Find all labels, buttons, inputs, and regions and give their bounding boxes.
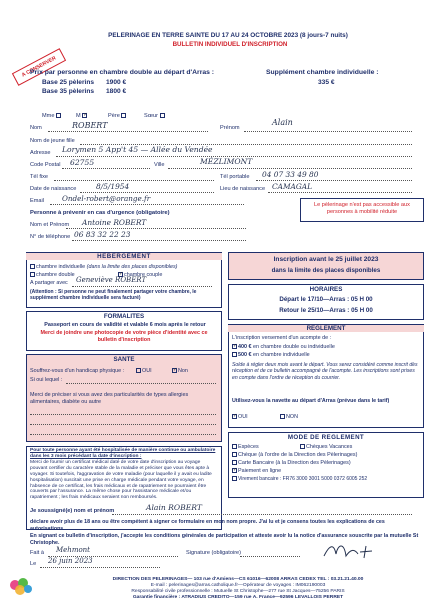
mode-especes[interactable]: Espèces <box>232 444 259 451</box>
footer-email: E-mail : pelerinages@arras.catholique.fr—Opérateur de voyages : IM062190003 <box>150 583 326 588</box>
formalites-id-copy: Merci de joindre une photocopie de votre pièce d'identité avec ce bulletin d'inscription <box>40 330 208 343</box>
mode-cheque[interactable]: Chèque (à l'ordre de la Direction des Pèlerinages) <box>232 452 357 459</box>
horaires-retour: Retour le 25/10—Arras : 05 H 00 <box>279 307 373 314</box>
adresse-label: Adresse <box>30 150 51 156</box>
page-title: PELERINAGE EN TERRE SAINTE DU 17 AU 24 OCTOBRE 2023 (8 jours-7 nuits) <box>108 32 348 39</box>
cp-field[interactable]: 62755 <box>70 158 95 167</box>
sante-title: SANTE <box>113 356 135 363</box>
mode-cheques-vacances[interactable]: Chèques Vacances <box>300 444 352 451</box>
adresse-field[interactable]: Lorymen 5 App't 45 — Allée du Vendée <box>62 145 213 154</box>
reglement-title: REGLEMENT <box>228 325 424 332</box>
handicap-oui-checkbox[interactable] <box>136 368 141 373</box>
acompte-400[interactable]: ✓400 € en chambre double ou individuelle <box>232 344 335 351</box>
ville-line <box>168 168 412 169</box>
soeur-checkbox[interactable] <box>160 113 165 118</box>
date-line <box>40 567 160 568</box>
cp-line <box>62 168 150 169</box>
portable-field[interactable]: 04 07 33 49 80 <box>262 170 319 179</box>
footer-address: DIRECTION DES PELERINAGES— 103 rue d'Amiens—CS 61016—62008 ARRAS CEDEX TEL : 03.21.21.40.00 <box>112 577 364 582</box>
regime-line-1 <box>30 414 216 415</box>
horaires-depart: Départ le 17/10—Arras : 05 H 00 <box>279 296 373 303</box>
inscription-deadline: Inscription avant le 25 juillet 2023 <box>273 256 379 263</box>
reglement-intro: L'inscription versement d'un acompte de : <box>232 335 332 341</box>
nom-field[interactable]: ROBERT <box>72 121 108 130</box>
opt-double-room[interactable]: chambre double <box>30 272 75 279</box>
email-label: Email <box>30 198 44 204</box>
diocese-logo-icon <box>6 576 36 598</box>
price-label-35: Base 35 pèlerins <box>42 88 95 95</box>
declaration-conditions: En signant ce bulletin d'inscription, j'accepte les conditions générales de participation et atteste avoir lu la notice d'assurance souscrite par la mutuelle St Christophe. <box>30 533 419 546</box>
conditions-intro: Pour toute personne ayant été hospitalisée de manière continue ou ambulatoire dans les 3 mois précédant la date d'inscription : <box>30 448 216 460</box>
civility-soeur[interactable]: Sœur <box>144 113 166 119</box>
footer-guarantee: Garantie financière : ATRADIUS CREDITO—159 rue A. France—92596 LEVALLOIS PERRET <box>132 595 344 600</box>
formalites-passport: Passeport en cours de validité et valable 6 mois après le retour <box>44 322 206 328</box>
handicap-lequel: Si oui lequel : <box>30 377 63 383</box>
price-value-25: 1900 € <box>106 79 127 86</box>
signature-line <box>240 556 300 557</box>
navette-non[interactable]: NON <box>280 414 298 421</box>
urgence-tel-field[interactable]: 06 83 32 22 23 <box>74 230 131 239</box>
nom-label: Nom <box>30 125 42 131</box>
mode-carte[interactable]: Carte Bancaire (à la Direction des Pèlerinages) <box>232 460 351 467</box>
cheques-vacances-checkbox[interactable] <box>300 444 305 449</box>
single-supplement-heading: Supplément chambre individuelle : <box>266 69 379 76</box>
lieu-field[interactable]: CAMAGAL <box>272 182 313 191</box>
urgence-label: Personne à prévenir en cas d'urgence (obligatoire) <box>30 210 170 216</box>
soussigne-line <box>112 514 412 515</box>
partager-line <box>72 286 212 287</box>
email-field[interactable]: Ondel-robert@orange.fr <box>62 194 151 203</box>
portable-label: Tél portable <box>220 174 250 180</box>
single-supplement-value: 335 € <box>318 79 335 86</box>
urgence-tel-label: N° de téléphone <box>30 234 71 240</box>
portable-line <box>256 180 412 181</box>
virement-checkbox[interactable] <box>232 476 237 481</box>
partager-field[interactable]: Geneviève ROBERT <box>76 276 147 284</box>
page-subtitle: BULLETIN INDIVIDUEL D'INSCRIPTION <box>172 41 288 48</box>
nom-line <box>48 131 208 132</box>
regime-question: Merci de préciser si vous avez des particularités de types allergies alimentaires, diabète ou autre <box>30 392 189 405</box>
urgence-nom-field[interactable]: Antoine ROBERT <box>82 218 147 227</box>
ville-field[interactable]: MÉZLIMONT <box>200 157 253 166</box>
handicap-non[interactable]: ✓ Non <box>172 368 188 375</box>
tel-line <box>54 180 214 181</box>
acompte-500-checkbox[interactable] <box>232 352 237 357</box>
regime-line-2 <box>30 424 216 425</box>
mode-en-ligne[interactable]: ✓Paiement en ligne <box>232 468 281 475</box>
carte-checkbox[interactable] <box>232 460 237 465</box>
fait-label: Fait à <box>30 550 44 556</box>
handicap-non-checkbox[interactable] <box>172 368 177 373</box>
urgence-nom-label: Nom et Prénom <box>30 222 70 228</box>
cp-label: Code Postal <box>30 162 61 168</box>
regime-line-3 <box>30 434 216 435</box>
ville-label: Ville <box>154 162 165 168</box>
inscription-limit: dans la limite des places disponibles <box>271 267 381 274</box>
price-value-35: 1800 € <box>106 88 127 95</box>
handicap-question: Souffrez-vous d'un handicap physique : <box>30 368 125 374</box>
mode-virement[interactable]: Virement bancaire : FR76 3000 3001 5000 0372 6005 252 <box>232 476 367 482</box>
hebergement-title: HEBERGEMENT <box>26 253 222 260</box>
m-checkbox[interactable] <box>82 113 87 118</box>
reglement-solde: Solde à régler deux mois avant le départ. Vous serez considéré comme inscrit dès réception et de ce bulletin accompagné de l'acompte. Les inscriptions sont prises en compte dans l'ordre de réception du courrier. <box>232 362 418 381</box>
soussigne-field[interactable]: Alain ROBERT <box>146 503 202 512</box>
civility-m[interactable]: M ✓ <box>76 113 88 119</box>
lieu-label: Lieu de naissance <box>220 186 266 192</box>
especes-checkbox[interactable] <box>232 444 237 449</box>
mme-checkbox[interactable] <box>56 113 61 118</box>
urgence-nom-line <box>66 228 246 229</box>
handicap-oui[interactable]: OUI <box>136 368 152 375</box>
prenom-label: Prénom <box>220 125 240 131</box>
acompte-400-checkbox[interactable] <box>232 344 237 349</box>
naissance-label: Date de naissance <box>30 186 77 192</box>
tel-label: Tél fixe <box>30 174 49 180</box>
opt-couple-room[interactable]: ✓ chambre couple <box>118 272 162 279</box>
price-label-25: Base 25 pèlerins <box>42 79 95 86</box>
double-room-checkbox[interactable] <box>30 272 35 277</box>
mode-title: MODE DE REGLEMENT <box>287 434 365 441</box>
date-label: Le <box>30 561 37 567</box>
mobility-note: Le pèlerinage n'est pas accessible aux personnes à mobilité réduite <box>300 198 424 222</box>
price-heading: Prix par personne en chambre double au départ d'Arras : <box>30 69 215 76</box>
footer-insurance: Responsabilité civile professionnelle : Mutuelle St Christophe—277 rue St Jacques—75256 PARIS <box>131 589 345 594</box>
hebergement-attention: (Attention : Si personne ne peut finalement partager votre chambre, le supplément chambre individuelle sera facturé) <box>30 289 197 302</box>
cheque-checkbox[interactable] <box>232 452 237 457</box>
civility-mme[interactable]: Mme <box>42 113 62 119</box>
prenom-field[interactable]: Alain <box>272 118 293 127</box>
date-field[interactable]: 26 juin 2023 <box>48 557 93 565</box>
pere-checkbox[interactable] <box>121 113 126 118</box>
jeune-fille-label: Nom de jeune fille <box>30 138 75 144</box>
single-room-checkbox[interactable] <box>30 264 35 269</box>
signature-label: Signature (obligatoire) <box>186 550 242 556</box>
email-line <box>50 204 244 205</box>
partager-label: A partager avec <box>30 280 68 286</box>
conserver-stamp: A CONSERVER <box>12 48 66 86</box>
lieu-line <box>268 192 412 193</box>
acompte-500[interactable]: 500 € en chambre individuelle <box>232 352 310 359</box>
soussigne-label: Je soussigné(e) nom et prénom <box>30 508 115 514</box>
declaration-text: déclare avoir plus de 18 ans ou être compétent à signer ce formulaire en mon nom propre. J'ai lu et je consens toutes les explications de ces autorisations. <box>30 519 385 532</box>
formalites-title: FORMALITES <box>103 313 145 320</box>
lequel-line <box>66 383 216 384</box>
prenom-line <box>244 131 412 132</box>
navette-non-checkbox[interactable] <box>280 414 285 419</box>
navette-oui-checkbox[interactable] <box>232 414 237 419</box>
civility-pere[interactable]: Père <box>108 113 127 119</box>
horaires-title: HORAIRES <box>309 286 343 293</box>
conditions-body: Merci de fournir un certificat médical daté de votre date d'inscription au voyage pouvant certifier du caractère stable de la maladie et préciser que vous êtes apte à voyager. Si toutefois, l'aggravation de votre maladie (pour laquelle il y avait eu ladite hospitalisation) suscitait une prise en charge médicale pendant votre voyage, en l'absence de ce certificat, les frais médicaux et de rapatriement ne pourraient être couverts par l'assurance. La même chose pour l'assistance médicale et/ou rapatriement ; les frais médicaux seraient non remboursés. <box>30 460 212 501</box>
en-ligne-checkbox[interactable] <box>232 468 237 473</box>
naissance-field[interactable]: 8/5/1954 <box>96 182 130 191</box>
navette-oui[interactable]: ✓OUI <box>232 414 248 421</box>
signature-mark <box>320 540 400 562</box>
naissance-line <box>80 192 214 193</box>
navette-question: Utilisez-vous la navette au départ d'Arras (prévue dans le tarif) <box>232 398 390 404</box>
fait-field[interactable]: Mehmont <box>56 546 90 554</box>
opt-single-room[interactable]: chambre individuelle (dans la limite des places disponibles) <box>30 264 220 271</box>
urgence-tel-line <box>72 240 246 241</box>
